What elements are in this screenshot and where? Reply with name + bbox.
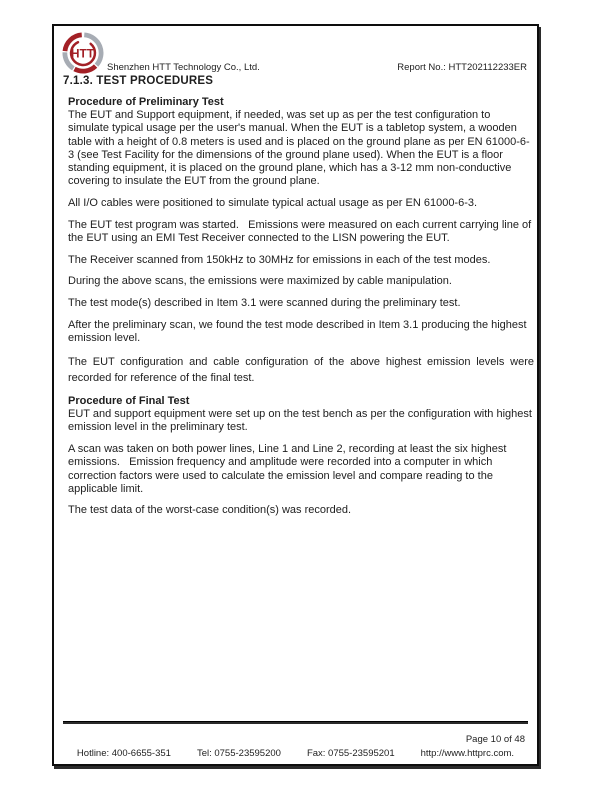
- page-header: [62, 30, 529, 74]
- website-url: http://www.httprc.com.: [420, 748, 515, 759]
- paragraph-heading: Procedure of Preliminary Test: [68, 96, 224, 108]
- paragraph: EUT and support equipment were set up on the test bench as per the configuration with highest emission level in the preliminary test.: [68, 408, 535, 434]
- paragraph: The EUT configuration and cable configuration of the above highest emission levels were recorded for reference of the final test.: [68, 355, 538, 385]
- htt-logo-icon: [62, 32, 104, 74]
- report-number: Report No.: HTT202112233ER: [397, 62, 527, 73]
- hotline: Hotline: 400-6655-351: [76, 748, 171, 759]
- logo-text: HTT: [70, 46, 95, 61]
- page-number: Page 10 of 48: [465, 734, 525, 745]
- report-page: [52, 24, 539, 766]
- section-title: 7.1.3. TEST PROCEDURES: [63, 75, 214, 87]
- paragraph: A scan was taken on both power lines, Line 1 and Line 2, recording at least the six highest emissions. Emission frequency and amplitude were recorded into a computer in which correction factors were used to calculate the emission level and compare reading to the applicable limit.: [68, 443, 510, 495]
- paragraph: The test mode(s) described in Item 3.1 were scanned during the preliminary test.: [68, 296, 461, 309]
- paragraph: The Receiver scanned from 150kHz to 30MHz for emissions in each of the test modes.: [68, 253, 491, 266]
- contact-line: [62, 748, 529, 759]
- paragraph: During the above scans, the emissions were maximized by cable manipulation.: [68, 275, 452, 288]
- paragraph: All I/O cables were positioned to simulate typical actual usage as per EN 61000-6-3.: [68, 196, 478, 209]
- company-name: Shenzhen HTT Technology Co., Ltd.: [107, 62, 260, 73]
- document-body: [68, 96, 538, 518]
- footer-divider: [63, 721, 528, 724]
- paragraph-heading: Procedure of Final Test: [68, 395, 190, 408]
- paragraph: The EUT test program was started. Emissions were measured on each current carrying line of the EUT using an EMI Test Receiver connected to the LISN powering the EUT.: [68, 218, 535, 244]
- paragraph: After the preliminary scan, we found the test mode described in Item 3.1 producing the highest emission level.: [68, 318, 530, 344]
- page-footer: [62, 721, 529, 759]
- telephone: Tel: 0755-23595200: [196, 748, 281, 759]
- paragraph: The EUT and Support equipment, if needed, was set up as per the test configuration to simulate typical usage per the user's manual. When the EUT is a tabletop system, a wooden table with a height of 0.8 meters is used and is placed on the ground plane as per EN 61000-6-3 (see Test Facility for the dimensions of the ground plane used). When the EUT is a floor standing equipment, it is placed on the ground plane, which has a 3-12 mm non-conductive covering to insulate the EUT from the ground plane.: [68, 109, 530, 188]
- paragraph: The test data of the worst-case condition(s) was recorded.: [68, 504, 352, 517]
- fax: Fax: 0755-23595201: [306, 748, 395, 759]
